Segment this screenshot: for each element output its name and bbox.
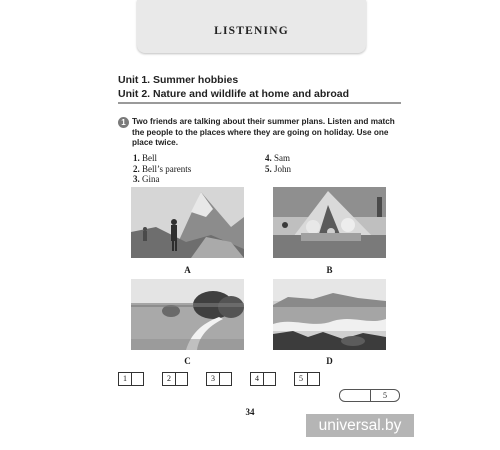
divider [118, 102, 401, 104]
people-list-right [265, 153, 291, 174]
answer-field[interactable] [220, 373, 231, 385]
task-number-badge: 1 [118, 117, 129, 128]
answer-box-2[interactable]: 2 [162, 372, 188, 386]
score-max: 5 [383, 391, 387, 400]
answer-field[interactable] [264, 373, 275, 385]
answer-field[interactable] [132, 373, 143, 385]
photo-label-d: D [326, 356, 333, 366]
answer-box-1[interactable]: 1 [118, 372, 144, 386]
page-number: 34 [245, 407, 255, 417]
task-instruction: Two friends are talking about their summer plans. Listen and match the people to the places where they are going on holiday. Use one place twice. [132, 117, 395, 147]
watermark: universal.by [306, 414, 414, 437]
unit-title-1: Unit 1. Summer hobbies [118, 74, 239, 86]
countryside-road-photo [131, 279, 244, 350]
unit-title-2: Unit 2. Nature and wildlife at home and abroad [118, 88, 350, 100]
person-item: 3. Gina [133, 174, 160, 184]
photo-label-a: A [184, 265, 191, 275]
sea-coast-photo [273, 279, 386, 350]
answer-box-3[interactable]: 3 [206, 372, 232, 386]
person-item: 1. Bell [133, 153, 157, 163]
camping-tent-photo [273, 187, 386, 258]
answer-box-5[interactable]: 5 [294, 372, 320, 386]
people-list-left [133, 153, 191, 185]
section-title: LISTENING [214, 25, 289, 37]
mountain-hikers-photo [131, 187, 244, 258]
answer-field[interactable] [308, 373, 319, 385]
photo-label-c: C [184, 356, 191, 366]
unit-titles [118, 73, 349, 101]
section-header [137, 0, 366, 53]
photo-label-b: B [326, 265, 333, 275]
person-item: 2. Bell’s parents [133, 163, 192, 174]
answer-field[interactable] [176, 373, 187, 385]
person-item: 4. Sam [265, 153, 291, 163]
person-item: 5. John [265, 163, 292, 174]
answer-box-4[interactable]: 4 [250, 372, 276, 386]
score-box [339, 389, 400, 402]
